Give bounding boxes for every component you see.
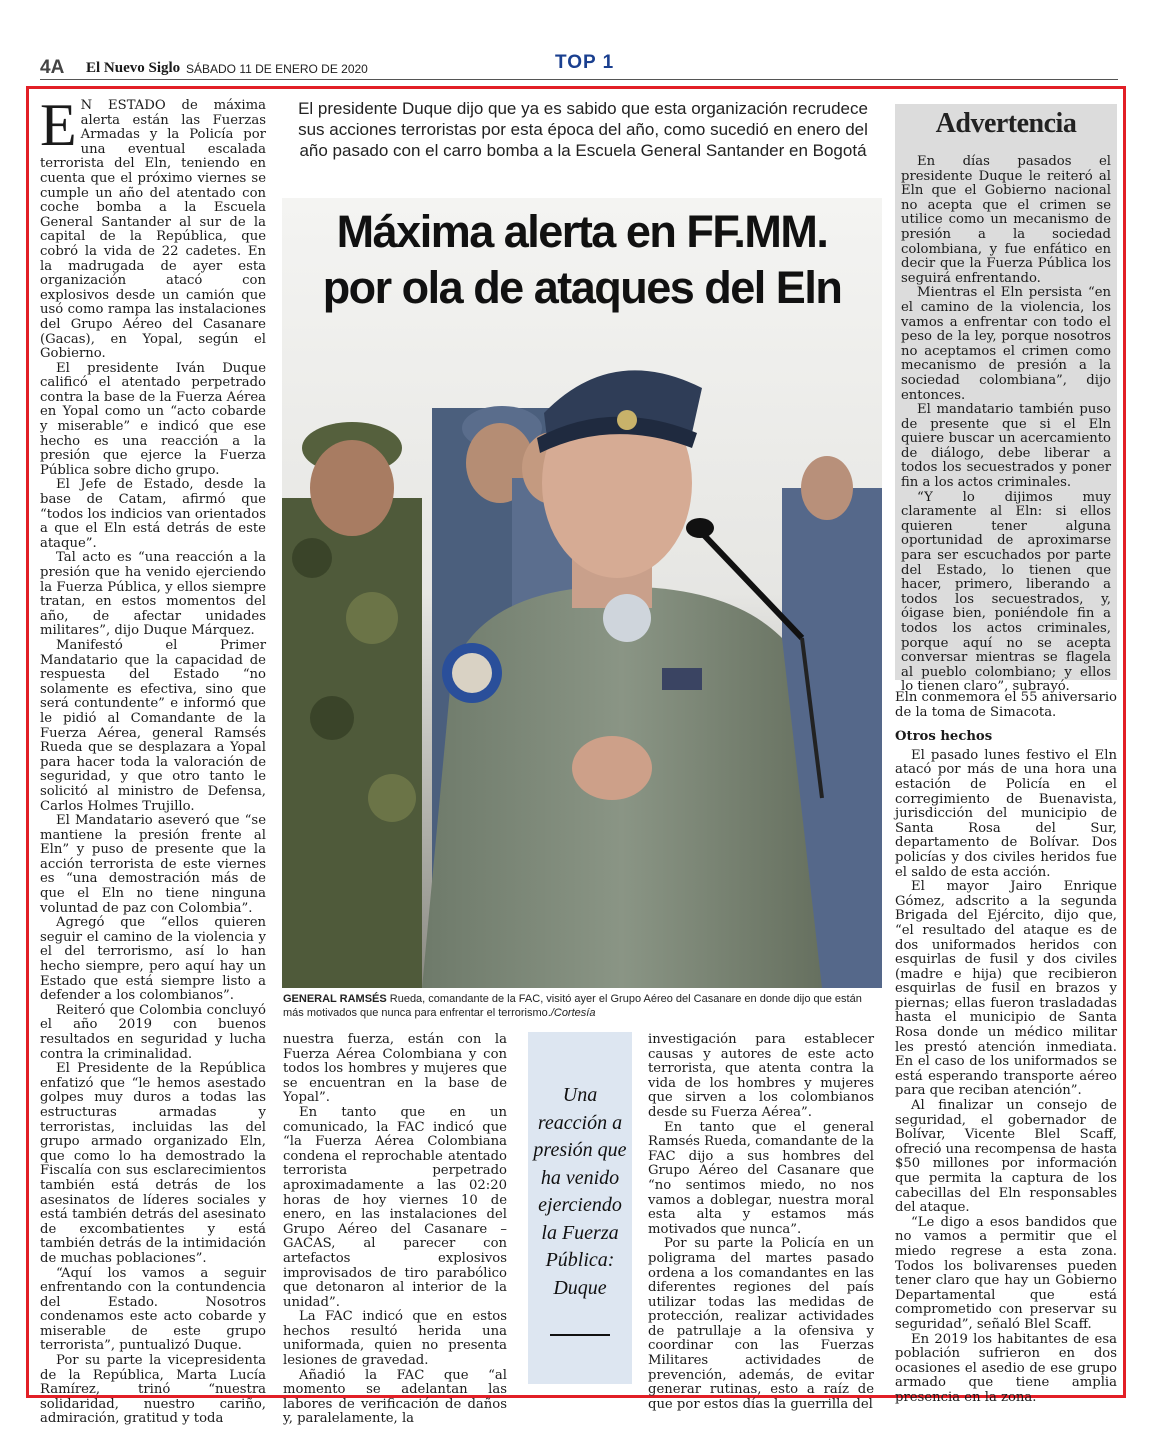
page-number: 4A — [40, 57, 65, 78]
col4-paragraph: El pasado lunes festivo el Eln atacó por más de una hora una estación de Policía en el corregimiento de Buenavista, jurisdicción del municipio de Santa Rosa del Sur, departamento de Bolívar. Dos policías y dos civiles heridos fue el saldo de esta acción. — [895, 747, 1117, 880]
sidebar-paragraph: En días pasados el presidente Duque le reiteró al Eln que el Gobierno nacional no acepta que el crimen se utilice como un mecanismo de presión a la sociedad colombiana, y fue enfático en decir que la Fuerza Pública los seguirá enfrentando. — [901, 154, 1111, 286]
headline-line-1: Máxima alerta en FF.MM. — [336, 206, 828, 257]
col3-paragraph: Por su parte la Policía en un poligrama del martes pasado ordena a los comandantes en las diferentes regiones del país utilizar todas las medidas de protección, realizar actividades de patrullaje a la ofensiva y coordinar con las Fuerzas Militares actividades de prevención, además, de evitar generar rutinas, esto a raíz de que por estos días la guerrilla del — [648, 1236, 874, 1412]
sidebar-title: Advertencia — [935, 108, 1077, 139]
sidebar-paragraph: Mientras el Eln persista “en el camino de la violencia, los vamos a enfrentar con todo el peso de la ley, porque nosotros no aceptamos el crimen como mecanismo de presión a la sociedad colombiana”, dijo entonces. — [901, 285, 1111, 403]
col2-paragraph: nuestra fuerza, están con la Fuerza Aérea Colombiana y con todos los hombres y mujeres que se encuentran en la base de Yopal”. — [283, 1032, 507, 1106]
subhead-otros-hechos: Otros hechos — [895, 729, 993, 745]
col1-paragraph: Tal acto es “una reacción a la presión que ha venido ejerciendo la Fuerza Pública, y ellos siempre tratan, en estos momentos del año, de afectar unidades militares”, dijo Duque Márquez. — [40, 550, 266, 639]
article-column-1 — [40, 92, 266, 1427]
newspaper-name: El Nuevo Siglo — [86, 60, 181, 76]
photo-caption — [283, 992, 883, 1020]
article-headline — [280, 204, 884, 316]
col4-paragraph: El mayor Jairo Enrique Gómez, adscrito a la segunda Brigada del Ejército, dijo que, “el resultado del ataque es de dos uniformados heridos con esquirlas de fusil y dos civiles (madre e hija) que recibieron esquirlas de fusil en brazos y piernas; ellas fueron trasladadas hasta el municipio de Santa Rosa donde un médico militar les prestó atención inmediata. En el caso de los uniformados se está esperando transporte aéreo para que reciban atención”. — [895, 879, 1117, 1099]
col4-paragraph: En 2019 los habitantes de esa población sufrieron en dos ocasiones el asedio de ese grupo armado que tiene amplia presencia en la zona. — [895, 1331, 1117, 1405]
article-photo — [282, 198, 882, 988]
col4-paragraph: “Le digo a esos bandidos que no vamos a permitir que el miedo regrese a esta zona. Todos los bolivarenses pueden tener claro que hay un Gobierno Departamental que está comprometido con preservar su seguridad”, señaló Blel Scaff. — [895, 1214, 1117, 1332]
col1-paragraph: Reiteró que Colombia concluyó el año 2019 con buenos resultados en seguridad y lucha contra la criminalidad. — [40, 1002, 266, 1062]
sidebar-paragraph: El mandatario también puso de presente que si el Eln quiere buscar un acercamiento de diálogo, debe liberar a todos los secuestrados y poner fin a los actos criminales. — [901, 402, 1111, 491]
col2-paragraph: La FAC indicó que en estos hechos resultó herida una uniformada, quien no presenta lesiones de gravedad. — [283, 1309, 507, 1369]
sidebar-text — [901, 154, 1111, 695]
col1-paragraph: Por su parte la vicepresidenta de la República, Marta Lucía Ramírez, trinó “nuestra solidaridad, nuestro cariño, admiración, gratitud y toda — [40, 1353, 266, 1427]
col1-paragraph: El Jefe de Estado, desde la base de Catam, afirmó que “todos los indicios van orientados a que el Eln está detrás de este ataque”. — [40, 477, 266, 551]
sidebar-paragraph: “Y lo dijimos muy claramente al Eln: si ellos quieren tener alguna oportunidad de aproximarse para ser escuchados por parte del Estado, lo tienen que hacer, primero, liberando a todos los secuestrados, y, óigase bien, poniéndole fin a todos los actos criminales, porque aquí no se acepta conversar mientras se flagela al pueblo colombiano; y ellos lo tienen claro”, subrayó. — [901, 489, 1111, 695]
article-column-3 — [648, 1032, 874, 1412]
header-rule — [40, 79, 1118, 80]
col1-paragraph: “Aquí los vamos a seguir enfrentando con la contundencia del Estado. Nosotros condenamos este acto cobarde y miserable de este grupo terrorista”, puntualizó Duque. — [40, 1265, 266, 1354]
col2-paragraph: En tanto que en un comunicado, la FAC indicó que “la Fuerza Aérea Colombiana condena el reprochable atentado terrorista perpetrado aproximadamente a las 02:20 horas de hoy viernes 10 de enero, en las instalaciones del Grupo Aéreo del Casanare – GACAS, al parecer con artefactos explosivos improvisados de tiro parabólico que detonaron al interior de la unidad”. — [283, 1104, 507, 1310]
pullquote-rule — [550, 1334, 610, 1336]
section-label: TOP 1 — [555, 52, 615, 73]
col4-lead: Eln conmemora el 55 aniversario de la toma de Simacota. — [895, 690, 1117, 720]
col1-paragraph: El Mandatario aseveró que “se mantiene la presión frente al Eln” y puso de presente que la acción terrorista de este viernes es “una demostración más de que el Eln no tiene ninguna voluntad de paz con Colombia”. — [40, 813, 266, 916]
caption-text: Rueda, comandante de la FAC, visitó ayer el Grupo Aéreo del Casanare en donde dijo que están más motivados que nunca para enfrentar el terrorismo. — [283, 993, 862, 1019]
article-column-4 — [895, 690, 1117, 1405]
pullquote: Una reacción a presión que ha venido ejerciendo la Fuerza Pública: Duque — [533, 1084, 627, 1299]
col4-paragraph: Al finalizar un consejo de seguridad, el gobernador de Bolívar, Vicente Blel Scaff, ofreció una recompensa de hasta $50 millones por información que permita la captura de los cabecillas del Eln responsables del ataque. — [895, 1098, 1117, 1216]
issue-date: SÁBADO 11 DE ENERO DE 2020 — [186, 62, 368, 76]
article-deck: El presidente Duque dijo que ya es sabido que esta organización recrudece sus acciones terroristas por esta época del año, como sucedió en enero del año pasado con el carro bomba a la Escuela General Santander en Bogotá — [298, 99, 868, 160]
col1-paragraph: El Presidente de la República enfatizó que “le hemos asestado golpes muy duros a todas las estructuras armadas y terroristas, incluidas las del grupo armado organizado Eln, que como lo ha demostrado la Fiscalía con sus esclarecimientos también está detrás de los asesinatos de líderes sociales y está también detrás del asesinato de excombatientes y está también detrás de la intimidación de muchas poblaciones”. — [40, 1061, 266, 1266]
col1-paragraph: El presidente Iván Duque calificó el atentado perpetrado contra la base de la Fuerza Aérea en Yopal como un “acto cobarde y miserable” e indicó que ese hecho es una reacción a la presión que ejerce la Fuerza Pública sobre dicho grupo. — [40, 360, 266, 478]
caption-credit: /Cortesía — [550, 1007, 596, 1019]
headline-line-2: por ola de ataques del Eln — [322, 262, 842, 313]
col1-paragraph: Agregó que “ellos quieren seguir el camino de la violencia y el del terrorismo, así lo han hecho siempre, pero aquí hay un Estado que está siempre listo a defender a los colombianos”. — [40, 915, 266, 1004]
col1-paragraph: Manifestó el Primer Mandatario que la capacidad de respuesta del Estado “no solamente es efectiva, sino que será contundente” e informó que le pidió al Comandante de la Fuerza Aérea, general Ramsés Rueda que se desplazara a Yopal para hacer toda la valoración de seguridad, y que otro tanto le solicitó al ministro de Defensa, Carlos Holmes Trujillo. — [40, 637, 266, 814]
col2-paragraph: Añadió la FAC que “al momento se adelantan las labores de verificación de daños y, paralelamente, la — [283, 1367, 507, 1427]
article-column-2 — [283, 1032, 507, 1427]
drop-cap: E — [40, 92, 77, 158]
col1-paragraph: E N ESTADO de máxima alerta están las Fuerzas Armadas y la Policía por una eventual escalada terrorista del Eln, teniendo en cuenta que el próximo viernes se cumple un año del atentado con coche bomba a la Escuela General Santander al sur de la capital de la República, que cobró la vida de 22 cadetes. En la madrugada de ayer esta organización atacó con explosivos desde un camión que usó como rampa las instalaciones del Grupo Aéreo del Casanare (Gacas), en Yopal, según el Gobierno. — [40, 92, 266, 362]
caption-lead: GENERAL RAMSÉS — [283, 993, 387, 1005]
col3-paragraph: investigación para establecer causas y autores de este acto terrorista, que atenta contra la vida de los hombres y mujeres que sirven a los colombianos desde su Fuerza Aérea”. — [648, 1032, 874, 1120]
col3-paragraph: En tanto que el general Ramsés Rueda, comandante de la FAC dijo a sus hombres del Grupo Aéreo del Casanare que “no sentimos miedo, no nos vamos a doblegar, nuestra moral esta alta y estamos más motivados que nunca”. — [648, 1119, 874, 1237]
